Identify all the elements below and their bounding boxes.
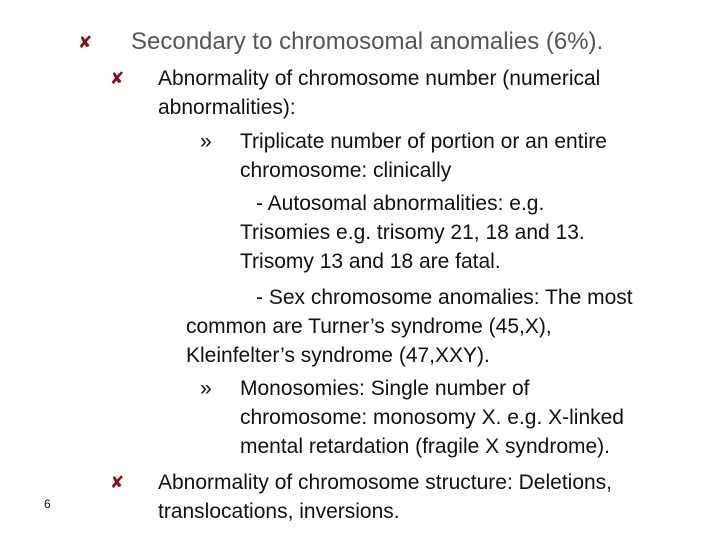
numerical-bullet-icon: ✘ [110,69,125,88]
sex-chromosome-line-2: common are Turner’s syndrome (45,X), [186,315,552,338]
numerical-intro-line-2: abnormalities): [158,96,296,119]
structural-bullet-icon: ✘ [110,473,125,492]
sex-chromosome-line-1: - Sex chromosome anomalies: The most [256,286,633,309]
monosomy-line-2: chromosome: monosomy X. e.g. X-linked [240,406,624,429]
autosomal-line-1: - Autosomal abnormalities: e.g. [256,192,545,215]
slide-heading: Secondary to chromosomal anomalies (6%). [131,28,604,55]
monosomy-line-3: mental retardation (fragile X syndrome). [240,435,610,458]
heading-bullet-icon: ✘ [78,33,93,52]
triplicate-line-1: Triplicate number of portion or an entire [240,130,607,153]
triplicate-marker-icon: » [200,130,212,153]
autosomal-line-3: Trisomy 13 and 18 are fatal. [240,250,501,273]
autosomal-line-2: Trisomies e.g. trisomy 21, 18 and 13. [240,221,585,244]
monosomy-line-1: Monosomies: Single number of [240,377,530,400]
structural-line-1: Abnormality of chromosome structure: Deletions, [158,471,613,494]
numerical-intro-line-1: Abnormality of chromosome number (numerical [158,67,601,90]
sex-chromosome-line-3: Kleinfelter’s syndrome (47,XXY). [186,344,490,367]
triplicate-line-2: chromosome: clinically [240,159,452,182]
page-number: 6 [44,497,51,511]
monosomy-marker-icon: » [200,377,212,400]
structural-line-2: translocations, inversions. [158,500,400,523]
